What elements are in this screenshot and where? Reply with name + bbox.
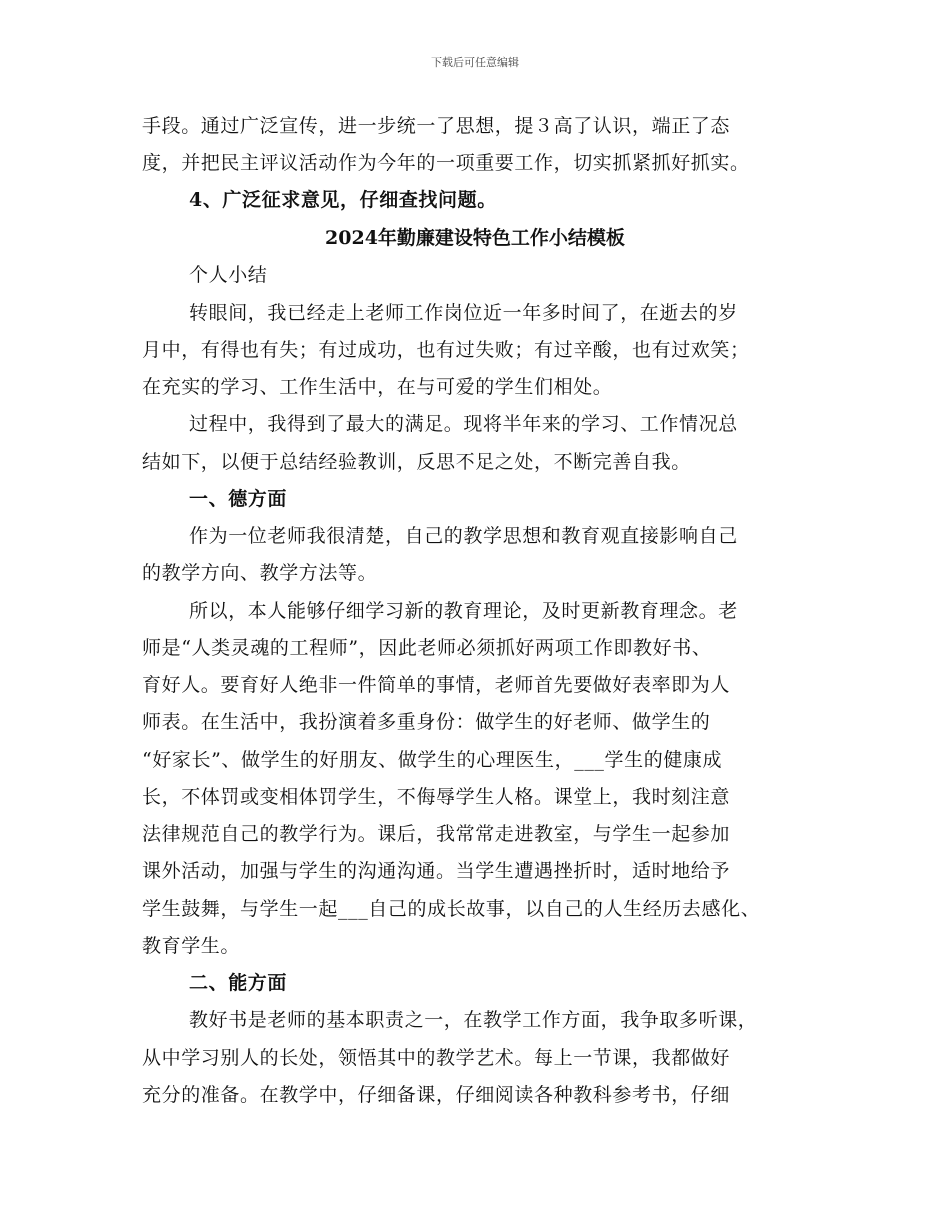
text-line: 的教学方向、教学方法等。 [142, 562, 378, 584]
section-heading: 二、能方面 [189, 972, 288, 994]
section-heading: 4、广泛征求意见，仔细查找问题。 [189, 189, 497, 211]
text-line: 教育学生。 [142, 935, 241, 957]
text-line: 所以，本人能够仔细学习新的教育理论，及时更新教育理念。老 [189, 600, 738, 622]
text-line: 月中，有得也有失；有过成功，也有过失败；有过辛酸，也有过欢笑； [142, 339, 750, 361]
text-line: 结如下，以便于总结经验教训，反思不足之处，不断完善自我。 [142, 451, 691, 473]
text-line: 作为一位老师我很清楚，自己的教学思想和教育观直接影响自己 [189, 525, 738, 547]
text-line: 法律规范自己的教学行为。课后，我常常走进教室，与学生一起参加 [142, 823, 731, 845]
text-line: 在充实的学习、工作生活中，在与可爱的学生们相处。 [142, 376, 613, 398]
text-line: 师表。在生活中，我扮演着多重身份：做学生的好老师、做学生的 [142, 711, 711, 733]
text-line: 转眼间，我已经走上老师工作岗位近一年多时间了，在逝去的岁 [189, 302, 738, 324]
text-line: 度，并把民主评议活动作为今年的一项重要工作，切实抓紧抓好抓实。 [142, 152, 750, 174]
text-line: 师是“人类灵魂的工程师”，因此老师必须抓好两项工作即教好书、 [142, 637, 712, 659]
text-line: “好家长”、做学生的好朋友、做学生的心理医生，___学生的健康成 [142, 749, 723, 771]
page-header: 下载后可任意编辑 [431, 56, 519, 69]
text-line: 长，不体罚或变相体罚学生，不侮辱学生人格。课堂上，我时刻注意 [142, 786, 731, 808]
subtitle: 个人小结 [189, 264, 268, 286]
text-line: 学生鼓舞，与学生一起___自己的成长故事，以自己的人生经历去感化、 [142, 898, 761, 920]
text-line: 手段。通过广泛宣传，进一步统一了思想，提３高了认识，端正了态 [142, 115, 731, 137]
text-line: 教好书是老师的基本职责之一，在教学工作方面，我争取多听课， [189, 1009, 758, 1031]
section-heading: 一、德方面 [189, 488, 288, 510]
text-line: 充分的准备。在教学中，仔细备课，仔细阅读各种教科参考书，仔细 [142, 1084, 731, 1106]
document-title: 2024年勤廉建设特色工作小结模板 [325, 227, 625, 249]
text-line: 过程中，我得到了最大的满足。现将半年来的学习、工作情况总 [189, 413, 738, 435]
text-line: 课外活动，加强与学生的沟通沟通。当学生遭遇挫折时，适时地给予 [142, 860, 731, 882]
text-line: 育好人。要育好人绝非一件简单的事情，老师首先要做好表率即为人 [142, 674, 731, 696]
text-line: 从中学习别人的长处，领悟其中的教学艺术。每上一节课，我都做好 [142, 1047, 731, 1069]
